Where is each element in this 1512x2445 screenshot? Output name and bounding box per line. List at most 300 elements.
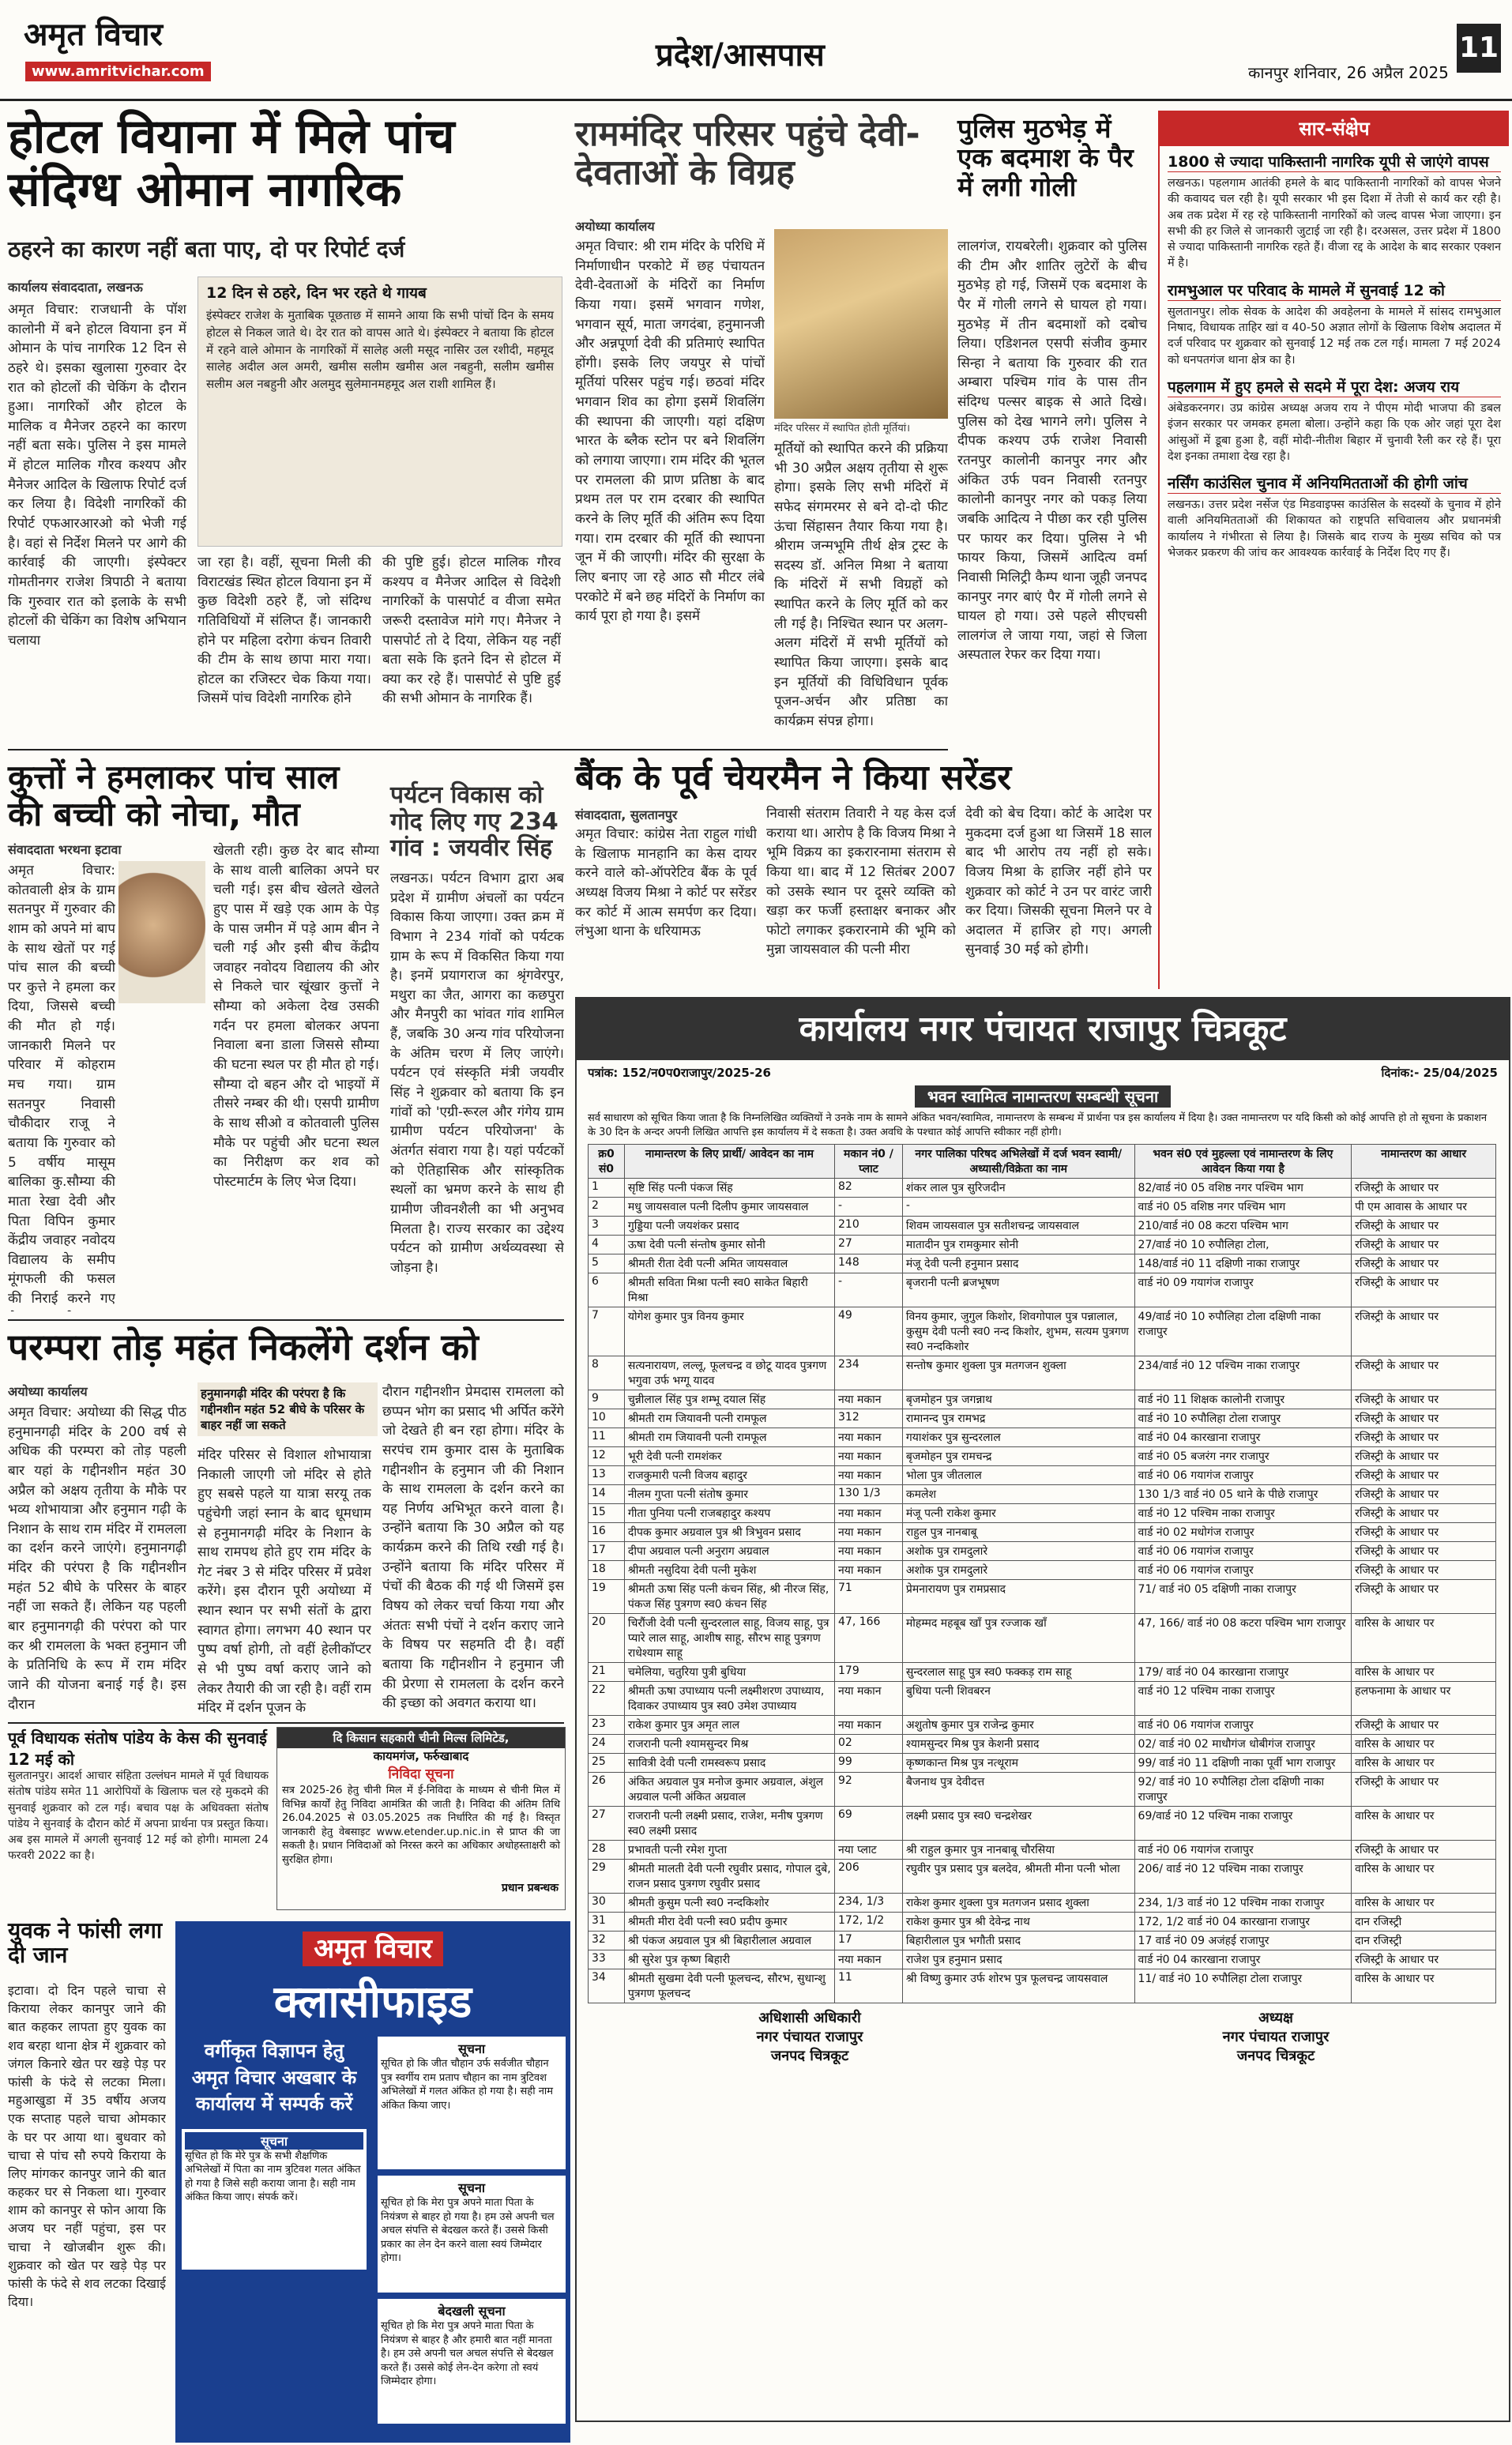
tender-subtitle: कायमगंज, फर्रुखाबाद: [373, 1749, 469, 1763]
table-cell: वार्ड नं0 06 गयागंज राजापुर: [1134, 1716, 1352, 1735]
table-cell: राकेश कुमार पुत्र अमृत लाल: [624, 1716, 834, 1735]
table-cell: रजिस्ट्री के आधार पर: [1352, 1217, 1496, 1236]
story7-byline: अयोध्या कार्यालय: [8, 1384, 88, 1399]
table-cell: 32: [589, 1932, 625, 1950]
table-cell: रघुवीर पुत्र प्रसाद पुत्र बलदेव, श्रीमती मीना पत्नी भोला: [902, 1860, 1134, 1894]
table-cell: मातादीन पुत्र रामकुमार सोनी: [902, 1236, 1134, 1254]
table-cell: रजिस्ट्री के आधार पर: [1352, 1409, 1496, 1428]
story3-headline: पुलिस मुठभेड़ में एक बदमाश के पैर में लगी गोली: [957, 113, 1134, 202]
story1-headline: होटल वियाना में मिले पांच संदिग्ध ओमान नागरिक: [8, 109, 455, 218]
story7-box: हनुमानगढ़ी मंदिर की परंपरा है कि गद्दीनशीन महंत 52 बीघे के परिसर के बाहर नहीं जा सकते: [197, 1382, 378, 1436]
story7-column-2: मंदिर परिसर से विशाल शोभायात्रा निकाली जाएगी जो मंदिर से होते हुए सबसे पहले या यात्रा सरयू तक पहुंचेगी जहां स्नान के बाद धूमधाम से हनुमानगढ़ी मंदिर के निशान के साथ रामपथ होते हुए राम मंदिर के गेट नंबर 3 से मंदिर परिसर में प्रवेश करेंगे। इस दौरान पूरी अयोध्या में स्थान स्थान पर सभी संतों के द्वारा स्वागत होगा। लगभग 40 स्थान पर पुष्प वर्षा होगी, तो वहीं हेलीकॉप्टर से भी पुष्प वर्षा कराए जाने को लेकर तैयारी की जा रही है। वहीं राम मंदिर में दर्शन पूजन के: [197, 1447, 371, 1717]
table-cell: रजिस्ट्री के आधार पर: [1352, 1841, 1496, 1860]
table-header: भवन सं0 एवं मुहल्ला एवं नामान्तरण के लिए आवेदन किया गया है: [1134, 1145, 1352, 1179]
table-cell: 92: [835, 1773, 903, 1807]
table-cell: शिवम जायसवाल पुत्र सतीशचन्द्र जायसवाल: [902, 1217, 1134, 1236]
table-cell: बुधिया पत्नी शिवबरन: [902, 1682, 1134, 1716]
table-row: [589, 1254, 1496, 1273]
story1-byline: कार्यालय संवाददाता, लखनऊ: [8, 280, 143, 295]
table-cell: भोला पुत्र जीतलाल: [902, 1466, 1134, 1485]
table-cell: वार्ड नं0 12 पश्चिम नाका राजापुर: [1134, 1682, 1352, 1716]
brief-headline: नर्सिंग काउंसिल चुनाव में अनियमितताओं की होगी जांच: [1168, 472, 1501, 494]
table-cell: नया मकान: [835, 1561, 903, 1580]
notice-date: दिनांक:- 25/04/2025: [1381, 1066, 1498, 1080]
table-cell: 17 वार्ड नं0 09 अजंहई राजापुर: [1134, 1932, 1352, 1950]
table-cell: 82/वार्ड नं0 05 वशिष्ठ नगर पश्चिम भाग: [1134, 1179, 1352, 1198]
table-row: [589, 1716, 1496, 1735]
table-cell: 92/ वार्ड नं0 10 रुपौलिहा टोला दक्षिणी नाका राजापुर: [1134, 1773, 1352, 1807]
table-cell: राकेश कुमार पुत्र श्री देवेन्द्र नाथ: [902, 1913, 1134, 1932]
table-cell: सत्यनारायण, लल्लू, फूलचन्द्र व छोटू यादव पुत्रगण भगुवा उर्फ भग्गू यादव: [624, 1356, 834, 1390]
table-cell: रजिस्ट्री के आधार पर: [1352, 1950, 1496, 1969]
table-cell: रजिस्ट्री के आधार पर: [1352, 1542, 1496, 1561]
table-cell: नया मकान: [835, 1716, 903, 1735]
table-cell: रामानन्द पुत्र रामभद्र: [902, 1409, 1134, 1428]
notice-table: [588, 1144, 1496, 2003]
table-cell: चुन्नीलाल सिंह पुत्र शम्भू दयाल सिंह: [624, 1390, 834, 1409]
table-cell: श्रीमती सुखमा देवी पत्नी फूलचन्द, सौरभ, सुधान्शु पुत्रगण फूलचन्द: [624, 1969, 834, 2003]
table-cell: रजिस्ट्री के आधार पर: [1352, 1179, 1496, 1198]
table-row: [589, 1807, 1496, 1841]
table-cell: 8: [589, 1356, 625, 1390]
sign-right-district: जनपद चित्रकूट: [1236, 2048, 1315, 2065]
table-cell: वार्ड नं0 06 गयागंज राजापुर: [1134, 1841, 1352, 1860]
table-row: [589, 1860, 1496, 1894]
table-cell: 25: [589, 1754, 625, 1773]
table-cell: नीलम गुप्ता पत्नी संतोष कुमार: [624, 1485, 834, 1504]
table-cell: श्री राहुल कुमार पुत्र नानबाबू चौरसिया: [902, 1841, 1134, 1860]
story9-headline: युवक ने फांसी लगा दी जान: [8, 1917, 163, 1969]
table-cell: हलफनामा के आधार पर: [1352, 1682, 1496, 1716]
table-row: [589, 1682, 1496, 1716]
brand-url: www.amritvichar.com: [25, 62, 211, 81]
table-cell: 27: [835, 1236, 903, 1254]
table-header: मकान नं0 /प्लाट: [835, 1145, 903, 1179]
story6-column-1: अमृत विचार: कांग्रेस नेता राहुल गांधी के खिलाफ मानहानि का केस दायर करने वाले को-ऑपरेटिव बैंक के पूर्व अध्यक्ष विजय मिश्रा ने कोर्ट पर सरेंडर कर कोर्ट में आत्म समर्पण कर दिया। लंभुआ थाना के धरियामऊ: [575, 826, 757, 940]
table-cell: 22: [589, 1682, 625, 1716]
table-cell: नया मकान: [835, 1466, 903, 1485]
table-row: [589, 1894, 1496, 1913]
brief-item: [1168, 151, 1501, 272]
ad4-text: सूचित हो कि मेरा पुत्र अपने माता पिता के नियंत्रण से बाहर है और हमारी बात नहीं मानता है। हम उसे अपनी चल अचल संपत्ति से बेदखल करते हैं। उससे कोई लेन-देन करेगा तो स्वयं जिम्मेदार होगा।: [381, 2320, 554, 2388]
table-cell: रजिस्ट्री के आधार पर: [1352, 1466, 1496, 1485]
table-cell: 49: [835, 1307, 903, 1356]
table-row: [589, 1428, 1496, 1447]
table-cell: मंजू पत्नी राकेश कुमार: [902, 1504, 1134, 1523]
table-cell: 28: [589, 1841, 625, 1860]
table-cell: गुड्डिया पत्नी जयशंकर प्रसाद: [624, 1217, 834, 1236]
brand-logo: अमृत विचार: [24, 17, 163, 53]
table-cell: वारिस के आधार पर: [1352, 1663, 1496, 1682]
story7-column-3: दौरान गद्दीनशीन प्रेमदास रामलला को छप्पन भोग का प्रसाद भी अर्पित करेंगे जो देखते ही बन रहा होगा। मंदिर के सरपंच राम कुमार दास के मुताबिक गद्दीनशीन के हनुमान जी की निशान के साथ रामलला के दर्शन करने का यह निर्णय अभिभूत करने वाला है। उन्होंने बताया कि 30 अप्रैल को यह कार्यक्रम करने की तिथि रखी गई है। उन्होंने बताया कि मंदिर परिसर में पंचों की बैठक की गई थी जिसमें इस विषय को लेकर चर्चा किया गया और अंततः सभी पंचों ने दर्शन कराए जाने के विषय पर सहमति दी है। वहीं बताया कि गद्दीनशीन ने हनुमान जी की प्रेरणा से रामलला के दर्शन करने की इच्छा को अवगत कराया था।: [382, 1384, 564, 1712]
table-cell: 27: [589, 1807, 625, 1841]
table-cell: 210/वार्ड नं0 08 कटरा पश्चिम भाग: [1134, 1217, 1352, 1236]
table-header: क्र0 सं0: [589, 1145, 625, 1179]
sign-left-title: अधिशासी अधिकारी: [758, 2010, 861, 2027]
sign-left-district: जनपद चित्रकूट: [770, 2048, 849, 2065]
table-cell: 17: [835, 1932, 903, 1950]
table-cell: 2: [589, 1198, 625, 1217]
table-cell: 71: [835, 1580, 903, 1614]
table-cell: 6: [589, 1273, 625, 1307]
table-cell: राजेश पुत्र हनुमान प्रसाद: [902, 1950, 1134, 1969]
table-cell: वार्ड नं0 05 वशिष्ठ नगर पश्चिम भाग: [1134, 1198, 1352, 1217]
dog-photo: [118, 861, 205, 1003]
table-row: [589, 1580, 1496, 1614]
table-cell: 20: [589, 1614, 625, 1663]
table-cell: 34: [589, 1969, 625, 2003]
table-cell: -: [902, 1198, 1134, 1217]
ad1-text: सूचित हो कि मेरे पुत्र के सभी शैक्षणिक अभिलेखों में पिता का नाम त्रुटिवश गलत अंकित हो गया है जिसे सही कराया जाना है। सही नाम अंकित किया जाए। संपर्क करें।: [185, 2150, 361, 2204]
story1-column-2: जा रहा है। वहीं, सूचना मिली की विराटखंड स्थित होटल वियाना इन में कुछ विदेशी ठहरे हैं, जो संदिग्ध गतिविधियों में संलिप्त हैं। जानकारी होने पर महिला दरोगा कंचन तिवारी की टीम के साथ छापा मारा गया। होटल का रजिस्टर चेक किया गया। जिसमें पांच विदेशी नागरिक होने: [197, 555, 371, 707]
table-cell: पी एम आवास के आधार पर: [1352, 1198, 1496, 1217]
table-cell: योगेश कुमार पुत्र विनय कुमार: [624, 1307, 834, 1356]
story2-column-2: मूर्तियों को स्थापित करने की प्रक्रिया भी 30 अप्रैल अक्षय तृतीया से शुरू होगा। इसके लिए सभी मंदिरों में सफेद संगमरमर से बने दो-दो फीट ऊंचा सिंहासन तैयार किया गया है। श्रीराम जन्मभूमि तीर्थ क्षेत्र ट्रस्ट के सदस्य डॉ. अनिल मिश्रा ने बताया कि मंदिरों में सभी विग्रहों को स्थापित करने के लिए मूर्ति को कर ली गई है। निश्चित स्थान पर अलग-अलग मंदिरों में सभी मूर्तियों को स्थापित किया जाएगा। इसके बाद इन मूर्तियों की विधिविधान पूर्वक पूजन-अर्चन और प्रतिष्ठा का कार्यक्रम संपन्न होगा।: [774, 441, 948, 729]
table-cell: वार्ड नं0 06 गयागंज राजापुर: [1134, 1561, 1352, 1580]
table-cell: अंकित अग्रवाल पुत्र मनोज कुमार अग्रवाल, अंशुल अग्रवाल पत्नी अंकित अग्रवाल: [624, 1773, 834, 1807]
story5-column: लखनऊ। पर्यटन विभाग द्वारा अब प्रदेश में ग्रामीण अंचलों का पर्यटन विकास किया जाएगा। उक्त क्रम में विभाग ने 234 गांवों को पर्यटक ग्राम के रूप में विकसित किया गया है। इनमें प्रयागराज का श्रृंगवेरपुर, मथुरा का जैत, आगरा का कछपुरा और मैनपुरी का भांवत गांव शामिल हैं, जबकि 30 अन्य गांव परियोजना के अंतिम चरण में लिए जाएंगे। पर्यटन एवं संस्कृति मंत्री जयवीर सिंह ने शुक्रवार को बताया कि इन गांवों को 'एग्री-रूरल और गंगेय ग्राम ग्रामीण पर्यटन परियोजना' के अंतर्गत संवारा गया है। यहां पर्यटकों को ऐतिहासिक और सांस्कृतिक स्थलों का भ्रमण करने के साथ ही ग्रामीण जीवनशैली का भी अनुभव मिलता है। राज्य सरकार का उद्देश्य पर्यटन को ग्रामीण अर्थव्यवस्था से जोड़ना है।: [390, 871, 564, 1276]
table-row: [589, 1504, 1496, 1523]
table-cell: विनय कुमार, जुगुल किशोर, शिवगोपाल पुत्र पन्नालाल, कुसुम देवी पत्नी स्व0 नन्द किशोर, शुभम, सत्यम पुत्रगण स्व0 नन्दकिशोर: [902, 1307, 1134, 1356]
table-cell: 99/ वार्ड नं0 11 दक्षिणी नाका पूर्वी भाग राजापुर: [1134, 1754, 1352, 1773]
table-cell: नया प्लाट: [835, 1841, 903, 1860]
story2-column-1: अमृत विचार: श्री राम मंदिर के परिधि में निर्माणाधीन परकोटे में छह पंचायतन देवी-देवताओं के मंदिरों का निर्माण किया गया। इसमें भगवान गणेश, भगवान सूर्य, माता जगदंबा, हनुमानजी और अन्नपूर्णा देवी की प्रतिमाएं स्थापित होंगी। इसके लिए जयपुर से पांचों मूर्तियां परिसर पहुंच गई। छठवां मंदिर भगवान शिव का होगा इसमें शिवलिंग की स्थापना की जाएगी। यहां दक्षिण भारत के ब्लैक स्टोन पर बने शिवलिंग को लगाया जाएगा। राम मंदिर की भूतल पर रामलला की प्राण प्रतिष्ठा के बाद प्रथम तल पर राम दरबार की स्थापित करने के लिए मूर्ति की अंतिम रूप दिया गया। राम दरबार की मूर्ति की स्थापना जून में की जाएगी। मंदिर की सुरक्षा के लिए बनाए जा रहे आठ सौ मीटर लंबे परकोटे में बने छह मंदिरों के निर्माण का कार्य पूरा हो गया है। इसमें: [575, 239, 765, 625]
story5-headline: पर्यटन विकास को गोद लिए गए 234 गांव : जयवीर सिंह: [390, 781, 559, 863]
ad4-heading: बेदखली सूचना: [438, 2304, 506, 2319]
table-cell: रजिस्ट्री के आधार पर: [1352, 1254, 1496, 1273]
table-cell: 1: [589, 1179, 625, 1198]
table-cell: 15: [589, 1504, 625, 1523]
table-cell: बृजमोहन पुत्र जगन्नाथ: [902, 1390, 1134, 1409]
table-cell: रजिस्ट्री के आधार पर: [1352, 1716, 1496, 1735]
table-cell: 33: [589, 1950, 625, 1969]
story6-column-2: निवासी संतराम तिवारी ने यह केस दर्ज कराया था। आरोप है कि विजय मिश्रा ने भूमि विक्रय का इकरारनामा संतराम से किया था। बाद में 12 सितंबर 2007 को उसके स्थान पर दूसरे व्यक्ति को खड़ा कर फर्जी हस्ताक्षर बनाकर और फोटो लगाकर इकरारनामे की भूमि को मुन्ना जायसवाल की पत्नी मीरा: [766, 806, 956, 958]
table-cell: श्रीमती मीरा देवी पत्नी स्व0 प्रदीप कुमार: [624, 1913, 834, 1932]
table-cell: 5: [589, 1254, 625, 1273]
table-cell: 11/ वार्ड नं0 10 रुपौलिहा टोला राजापुर: [1134, 1969, 1352, 2003]
story8-text: सुलतानपुर। आदर्श आचार संहिता उल्लंघन मामले में पूर्व विधायक संतोष पांडेय समेत 11 आरोपियों के खिलाफ चल रहे मुकदमे की सुनवाई शुक्रवार को टल गई। बचाव पक्ष के अधिवक्ता संतोष पांडेय ने सुनवाई के दौरान कोर्ट में अपना प्रार्थना पत्र प्रस्तुत किया। अब इस मामले में अगली सुनवाई 12 मई को होगी। मामला 24 फरवरी 2022 का है।: [8, 1770, 269, 1863]
table-cell: बृजरानी पत्नी ब्रजभूषण: [902, 1273, 1134, 1307]
table-cell: 82: [835, 1179, 903, 1198]
table-header: नगर पालिका परिषद अभिलेखों में दर्ज भवन स्वामी/अध्यासी/विक्रेता का नाम: [902, 1145, 1134, 1179]
table-cell: सुन्दरलाल साहू पुत्र स्व0 फक्कड़ राम साहू: [902, 1663, 1134, 1682]
table-cell: नया मकान: [835, 1504, 903, 1523]
table-cell: रजिस्ट्री के आधार पर: [1352, 1504, 1496, 1523]
classified-section: [175, 1921, 570, 2443]
temple-photo: [774, 229, 948, 419]
table-cell: अशोक पुत्र रामदुलारे: [902, 1542, 1134, 1561]
table-cell: 172, 1/2 वार्ड नं0 04 कारखाना राजापुर: [1134, 1913, 1352, 1932]
table-cell: चमेलिया, चतुरिया पुत्री बुधिया: [624, 1663, 834, 1682]
sign-left-org: नगर पंचायत राजापुर: [756, 2029, 863, 2046]
table-cell: वारिस के आधार पर: [1352, 1969, 1496, 2003]
table-cell: 49/वार्ड नं0 10 रुपौलिहा टोला दक्षिणी नाका राजापुर: [1134, 1307, 1352, 1356]
table-cell: दीपक कुमार अग्रवाल पुत्र श्री त्रिभुवन प्रसाद: [624, 1523, 834, 1542]
notice-ref: पत्रांक: 152/न0प0राजापुर/2025-26: [588, 1066, 771, 1080]
table-row: [589, 1913, 1496, 1932]
sidebar-briefs: [1158, 111, 1509, 989]
table-cell: वार्ड नं0 09 गयागंज राजापुर: [1134, 1273, 1352, 1307]
story3-column: लालगंज, रायबरेली। शुक्रवार को पुलिस की टीम और शातिर लुटेरों के बीच मुठभेड़ हो गई, जिसमें एक बदमाश के पैर में गोली लगने से घायल हो गया। मुठभेड़ में तीन बदमाशों को दबोच लिया। एडिशनल एसपी संजीव कुमार सिन्हा ने बताया कि गुरुवार की रात अम्बारा पश्चिम गांव के पास तीन संदिग्ध पल्सर बाइक से आते दिखे। पुलिस को देख भागने लगे। पुलिस ने दीपक कश्यप उर्फ राजेश निवासी रतनपुर कालोनी कानपुर नगर और अंकित उर्फ पवन निवासी रतनपुर कालोनी कानपुर नगर को पकड़ लिया जबकि आदित्य ने पीछा कर रही पुलिस पर फायर कर दिया। पुलिस ने भी फायर किया, जिसमें आदित्य वर्मा निवासी मिलिट्री कैम्प थाना जूही जनपद कानपुर नगर बाएं पैर में गोली लगने से घायल हो गया। उसे पहले सीएचसी लालगंज ले जाया गया, जहां से जिला अस्पताल रेफर कर दिया गया।: [957, 239, 1147, 664]
story6-headline: बैंक के पूर्व चेयरमैन ने किया सरेंडर: [575, 758, 1012, 798]
table-cell: 14: [589, 1485, 625, 1504]
table-cell: श्रीमती रीता देवी पत्नी अमित जायसवाल: [624, 1254, 834, 1273]
table-cell: नया मकान: [835, 1950, 903, 1969]
table-row: [589, 1179, 1496, 1198]
section-title: प्रदेश/आसपास: [656, 37, 825, 73]
table-row: [589, 1950, 1496, 1969]
brief-text: सुलतानपुर। लोक सेवक के आदेश की अवहेलना के मामले में सांसद रामभुआल निषाद, विधायक ताहिर खां व 40-50 अज्ञात लोगों के खिलाफ विशेष अदालत में दर्ज परिवाद पर शुक्रवार को सुनवाई 12 मई तक टल गई। मामला 7 मई 2024 को धनपतगंज थाना क्षेत्र का है।: [1168, 305, 1501, 367]
table-cell: 71/ वार्ड नं0 05 दक्षिणी नाका राजापुर: [1134, 1580, 1352, 1614]
table-cell: वारिस के आधार पर: [1352, 1807, 1496, 1841]
table-cell: रजिस्ट्री के आधार पर: [1352, 1236, 1496, 1254]
ad2-heading: सूचना: [457, 2041, 485, 2056]
table-cell: बिहारीलाल पुत्र भगौती प्रसाद: [902, 1932, 1134, 1950]
story4-byline: संवाददाता भरथना इटावा: [8, 842, 122, 857]
brief-item: [1168, 280, 1501, 368]
table-cell: वार्ड नं0 11 शिक्षक कालोनी राजापुर: [1134, 1390, 1352, 1409]
story4-column-2: खेलती रही। कुछ देर बाद सौम्या के साथ वाली बालिका अपने घर चली गई। इस बीच खेलते खेलते हुए पास में खड़े एक आम के पेड़ के पास जमीन में पड़े आम बीन ने चली गई और इसी बीच केंद्रीय जवाहर नवोदय विद्यालय की ओर से निकले चार खूंखार कुत्तों ने सौम्या को अकेला देख उसकी गर्दन पर हमला बोलकर अपना निवाला बना डाला जिससे सौम्या की घटना स्थल पर ही मौत हो गई। सौम्या दो बहन और दो भाइयों में तीसरे नम्बर की थी। एसपी ग्रामीण के साथ सीओ व कोतवाली पुलिस मौके पर पहुंची और घटना स्थल का निरीक्षण कर शव को पोस्टमार्टम के लिए भेज दिया।: [213, 843, 379, 1190]
table-cell: राजकुमारी पत्नी विजय बहादुर: [624, 1466, 834, 1485]
table-cell: राहुल पुत्र नानबाबू: [902, 1523, 1134, 1542]
table-cell: रजिस्ट्री के आधार पर: [1352, 1307, 1496, 1356]
table-cell: 130 1/3: [835, 1485, 903, 1504]
table-cell: श्रीमती कुसुम पत्नी स्व0 नन्दकिशोर: [624, 1894, 834, 1913]
table-cell: 234, 1/3 वार्ड नं0 12 पश्चिम नाका राजापुर: [1134, 1894, 1352, 1913]
page-number: 11: [1457, 24, 1501, 73]
table-cell: अशुतोष कुमार पुत्र राजेन्द्र कुमार: [902, 1716, 1134, 1735]
table-cell: वार्ड नं0 06 गयागंज राजापुर: [1134, 1542, 1352, 1561]
tender-notice: [276, 1727, 566, 1910]
story2-byline: अयोध्या कार्यालय: [575, 219, 655, 234]
table-cell: दान रजिस्ट्री: [1352, 1913, 1496, 1932]
table-cell: नया मकान: [835, 1428, 903, 1447]
table-cell: सृष्टि सिंह पत्नी पंकज सिंह: [624, 1179, 834, 1198]
table-row: [589, 1663, 1496, 1682]
table-cell: 11: [835, 1969, 903, 2003]
table-cell: वार्ड नं0 04 कारखाना राजापुर: [1134, 1950, 1352, 1969]
table-cell: 30: [589, 1894, 625, 1913]
table-cell: गीता पुनिया पत्नी राजबहादुर कश्यप: [624, 1504, 834, 1523]
table-cell: रजिस्ट्री के आधार पर: [1352, 1523, 1496, 1542]
table-cell: रजिस्ट्री के आधार पर: [1352, 1273, 1496, 1307]
classified-tagline: वर्गीकृत विज्ञापन हेतु अमृत विचार अखबार के कार्यालय में सम्पर्क करें: [191, 2040, 357, 2116]
story1-box-title: 12 दिन से ठहरे, दिन भर रहते थे गायब: [206, 284, 427, 302]
brief-text: लखनऊ। पहलगाम आतंकी हमले के बाद पाकिस्तानी नागरिकों को वापस भेजने की कवायद चल रही है। यूपी सरकार भी इस दिशा में तेजी से कार्य कर रही है। अब तक प्रदेश में रह रहे पाकिस्तानी नागरिकों को जल्द वापस भेजा जाएगा। इन सभी की हर जिले से जानकारी जुटाई जा रही है। दरअसल, उत्तर प्रदेश में 1800 से ज्यादा पाकिस्तानी नागरिक रहते हैं। वीजा रद्द के आदेश के बाद सरकार एक्शन में है।: [1168, 177, 1501, 270]
tender-sign: प्रधान प्रबन्धक: [501, 1882, 559, 1894]
table-cell: 13: [589, 1466, 625, 1485]
table-cell: रजिस्ट्री के आधार पर: [1352, 1773, 1496, 1807]
story4-column-1: अमृत विचार: कोतवाली क्षेत्र के ग्राम सतनपुर में गुरुवार की शाम को अपने मां बाप के साथ खेतों पर गई पांच साल की बच्ची पर कुत्ते ने हमला कर दिया, जिससे बच्ची की मौत हो गई। जानकारी मिलने पर परिवार में कोहराम मच गया। ग्राम सतनपुर निवासी चौकीदार राजू ने बताया कि गुरुवार को 5 वर्षीय मासूम बालिका कु.सौम्या की माता रेखा देवी और पिता विपिन कुमार केंद्रीय जवाहर नवोदय विद्यालय के समीप मूंगफली की फसल की निराई करने गए: [8, 863, 115, 1307]
table-cell: 148: [835, 1254, 903, 1273]
table-cell: रजिस्ट्री के आधार पर: [1352, 1561, 1496, 1580]
table-cell: चिरौंजी देवी पत्नी सुन्दरलाल साहू, विजय साहू, पुत्र प्यारे लाल साहू, आशीष साहू, सौरभ साहू पुत्रगण राधेश्याम साहू: [624, 1614, 834, 1663]
story9-text: इटावा। दो दिन पहले चाचा से किराया लेकर कानपुर जाने की बात कहकर लापता हुए युवक का शव बरहा थाना क्षेत्र में शुक्रवार को जंगल किनारे खेत पर खड़े पेड़ पर फांसी के फंदे से लटका मिला। महुआखुडा में 35 वर्षीय अजय एक सप्ताह पहले चाचा ओमकार के घर पर आया था। बुधवार को चाचा से पांच सौ रुपये किराया के लिए मांगकर कानपुर जाने की बात कहकर घर से निकला था। गुरुवार शाम को कानपुर से फोन आया कि अजय घर नहीं पहुंचा, इस पर चाचा ने खोजबीन शुरू की। शुक्रवार को खेत पर खड़े पेड़ पर फांसी के फंदे से शव लटका दिखाई दिया।: [8, 1983, 166, 2310]
table-cell: 19: [589, 1580, 625, 1614]
story1-subhead: ठहरने का कारण नहीं बता पाए, दो पर रिपोर्ट दर्ज: [8, 236, 405, 262]
table-row: [589, 1542, 1496, 1561]
table-cell: 11: [589, 1428, 625, 1447]
table-cell: 21: [589, 1663, 625, 1682]
table-cell: मोहम्मद महबूब खाँ पुत्र रज्जाक खाँ: [902, 1614, 1134, 1663]
table-cell: 206: [835, 1860, 903, 1894]
table-cell: वार्ड नं0 10 रुपौलिहा टोला राजापुर: [1134, 1409, 1352, 1428]
table-cell: वार्ड नं0 04 कारखाना राजापुर: [1134, 1428, 1352, 1447]
brief-text: लखनऊ। उत्तर प्रदेश नर्सेज एंड मिडवाइफ्स काउंसिल के सदस्यों के चुनाव में होने वाली अनियमितताओं की शिकायत को राष्ट्रपति सचिवालय और प्रधानमंत्री कार्यालय ने गंभीरता से लिया है। जिसके बाद राज्य के मुख्य सचिव को पत्र भेजकर प्रकरण की जांच कर आवश्यक कार्रवाई के निर्देश दिए गए हैं।: [1168, 498, 1501, 560]
table-row: [589, 1969, 1496, 2003]
table-row: [589, 1561, 1496, 1580]
story1-box: [197, 276, 562, 547]
story1-column-3: की पुष्टि हुई। होटल मालिक गौरव कश्यप व मैनेजर आदिल से विदेशी नागरिकों के पासपोर्ट व वीजा समेत जरूरी दस्तावेज मांगे गए। मैनेजर ने पासपोर्ट तो दे दिया, लेकिन यह नहीं बता सके कि इतने दिन से होटल में क्या कर रहे हैं। पासपोर्ट से पुष्टि हुई की सभी ओमान के नागरिक हैं।: [382, 555, 561, 707]
table-row: [589, 1735, 1496, 1754]
story8-headline: पूर्व विधायक संतोष पांडेय के केस की सुनवाई 12 मई को: [8, 1728, 267, 1769]
table-cell: वारिस के आधार पर: [1352, 1614, 1496, 1663]
table-cell: 26: [589, 1773, 625, 1807]
table-cell: वार्ड नं0 05 बजरंग नगर राजापुर: [1134, 1447, 1352, 1466]
table-cell: 99: [835, 1754, 903, 1773]
table-cell: रजिस्ट्री के आधार पर: [1352, 1485, 1496, 1504]
story7-column-1: अमृत विचार: अयोध्या की सिद्ध पीठ हनुमानगढ़ी मंदिर के 200 वर्ष से अधिक की परम्परा को तोड़ पहली बार यहां के गद्दीनशीन महंत 30 अप्रैल को अक्षय तृतीया के मौके पर भव्य शोभायात्रा और हनुमान गढ़ी के निशान के साथ राम मंदिर में रामलला का दर्शन करने जाएंगे। हनुमानगढ़ी मंदिर की परंपरा है कि गद्दीनशीन महंत 52 बीघे के परिसर के बाहर नहीं जा सकते हैं। लेकिन यह पहली बार हनुमानगढ़ी की परंपरा को पार कर श्री रामलला के भक्त हनुमान जी के प्रतिनिधि के रूप में राम मंदिर जाने की योजना बनाई गई है। इस दौरान: [8, 1405, 186, 1713]
table-cell: प्रेमनारायण पुत्र रामप्रसाद: [902, 1580, 1134, 1614]
tender-text: सत्र 2025-26 हेतु चीनी मिल में ई-निविदा के माध्यम से चीनी मिल में विभिन्न कार्यों हेतु निविदा आमंत्रित की जाती है। निविदा की अंतिम तिथि 26.04.2025 से 03.05.2025 तक निर्धारित की गई है। विस्तृत जानकारी हेतु वेबसाइट www.etender.up.nic.in से प्राप्त की जा सकती है। प्रधान निविदाओं को निरस्त करने का अधिकार अधोहस्ताक्षरी को सुरक्षित होगा।: [282, 1785, 560, 1866]
table-cell: कृष्णकान्त मिश्र पुत्र नत्थूराम: [902, 1754, 1134, 1773]
table-cell: रजिस्ट्री के आधार पर: [1352, 1428, 1496, 1447]
brief-headline: 1800 से ज्यादा पाकिस्तानी नागरिक यूपी से जाएंगे वापस: [1168, 151, 1501, 172]
notice-title: कार्यालय नगर पंचायत राजापुर चित्रकूट: [577, 999, 1509, 1060]
table-cell: 31: [589, 1913, 625, 1932]
table-row: [589, 1307, 1496, 1356]
table-cell: श्रीमती मालती देवी पत्नी रघुवीर प्रसाद, गोपाल दुबे, राजन प्रसाद पुत्रगण रघुवीर प्रसाद: [624, 1860, 834, 1894]
table-cell: 16: [589, 1523, 625, 1542]
notice-intro: सर्व साधारण को सूचित किया जाता है कि निम्नलिखित व्यक्तियों ने उनके नाम के सामने अंकित भवन/स्वामित्व, नामान्तरण के सम्बन्ध में प्रार्थना पत्र इस कार्यालय में दिया है। उक्त नामान्तरण पर यदि किसी को कोई आपत्ति हो तो सूचना के प्रकाशन के 30 दिन के अन्दर अपनी लिखित आपत्ति इस कार्यालय में दे सकता है। उक्त अवधि के पश्चात कोई आपत्ति स्वीकार नहीं होगी।: [588, 1112, 1488, 1138]
table-cell: गयाशंकर पुत्र सुन्दरलाल: [902, 1428, 1134, 1447]
table-row: [589, 1466, 1496, 1485]
classified-title: क्लासीफाइड: [273, 1977, 472, 2028]
table-cell: वारिस के आधार पर: [1352, 1894, 1496, 1913]
brief-headline: रामभुआल पर परिवाद के मामले में सुनवाई 12 को: [1168, 280, 1501, 301]
divider: [8, 749, 948, 750]
dateline: कानपुर शनिवार, 26 अप्रैल 2025: [1248, 63, 1449, 82]
table-cell: वारिस के आधार पर: [1352, 1735, 1496, 1754]
table-row: [589, 1932, 1496, 1950]
table-cell: श्रीमती ऊषा उपाध्याय पत्नी लक्ष्मीशरण उपाध्याय, दिवाकर उपाध्याय पुत्र स्व0 उमेश उपाध्याय: [624, 1682, 834, 1716]
table-cell: 69: [835, 1807, 903, 1841]
table-cell: 10: [589, 1409, 625, 1428]
table-cell: वार्ड नं0 12 पश्चिम नाका राजापुर: [1134, 1504, 1352, 1523]
table-header: नामान्तरण का आधार: [1352, 1145, 1496, 1179]
photo-caption: मंदिर परिसर में स्थापित होती मूर्तियां।: [774, 423, 911, 434]
table-cell: 47, 166/ वार्ड नं0 08 कटरा पश्चिम भाग राजापुर: [1134, 1614, 1352, 1663]
tender-title: दि किसान सहकारी चीनी मिल्स लिमिटेड,: [277, 1728, 565, 1748]
table-row: [589, 1273, 1496, 1307]
table-cell: कमलेश: [902, 1485, 1134, 1504]
table-cell: रजिस्ट्री के आधार पर: [1352, 1447, 1496, 1466]
table-cell: 312: [835, 1409, 903, 1428]
sign-right-org: नगर पंचायत राजापुर: [1222, 2029, 1330, 2046]
table-cell: नया मकान: [835, 1447, 903, 1466]
table-row: [589, 1447, 1496, 1466]
table-cell: ऊषा देवी पत्नी संन्तोष कुमार सोनी: [624, 1236, 834, 1254]
table-cell: सन्तोष कुमार शुक्ला पुत्र मतगजन शुक्ला: [902, 1356, 1134, 1390]
tender-heading: निविदा सूचना: [388, 1766, 454, 1782]
table-row: [589, 1390, 1496, 1409]
table-cell: 4: [589, 1236, 625, 1254]
sign-right-title: अध्यक्ष: [1258, 2010, 1293, 2027]
table-row: [589, 1409, 1496, 1428]
table-cell: राजरानी पत्नी लक्ष्मी प्रसाद, राजेश, मनीष पुत्रगण स्व0 लक्ष्मी प्रसाद: [624, 1807, 834, 1841]
story4-headline: कुत्तों ने हमलाकर पांच साल की बच्ची को नोचा, मौत: [8, 758, 340, 834]
table-cell: 47, 166: [835, 1614, 903, 1663]
table-cell: वार्ड नं0 02 मधोगंज राजापुर: [1134, 1523, 1352, 1542]
table-cell: रजिस्ट्री के आधार पर: [1352, 1390, 1496, 1409]
table-cell: राजरानी पत्नी श्यामसुन्दर मिश्र: [624, 1735, 834, 1754]
ad3-heading: सूचना: [457, 2180, 485, 2195]
table-row: [589, 1356, 1496, 1390]
table-cell: 9: [589, 1390, 625, 1409]
table-cell: 02/ वार्ड नं0 02 माधौगंज धोबीगंज राजापुर: [1134, 1735, 1352, 1754]
public-notice: [575, 997, 1510, 2422]
ad3-text: सूचित हो कि मेरा पुत्र अपने माता पिता के नियंत्रण से बाहर हो गया है। हम उसे अपनी चल अचल संपत्ति से बेदखल करते हैं। उससे किसी प्रकार का लेन देन करने वाला स्वयं जिम्मेदार होगा।: [381, 2197, 555, 2265]
table-cell: 23: [589, 1716, 625, 1735]
table-cell: -: [835, 1273, 903, 1307]
table-cell: नया मकान: [835, 1390, 903, 1409]
table-cell: रजिस्ट्री के आधार पर: [1352, 1356, 1496, 1390]
brief-item: [1168, 376, 1501, 465]
table-cell: श्रीमती राम जियावनी पत्नी रामफूल: [624, 1409, 834, 1428]
table-cell: श्री पंकज अग्रवाल पुत्र श्री बिहारीलाल अग्रवाल: [624, 1932, 834, 1950]
table-cell: 172, 1/2: [835, 1913, 903, 1932]
table-row: [589, 1217, 1496, 1236]
divider: [8, 1722, 564, 1724]
table-cell: दान रजिस्ट्री: [1352, 1932, 1496, 1950]
story6-byline: संवाददाता, सुलतानपुर: [575, 807, 678, 822]
table-cell: 12: [589, 1447, 625, 1466]
table-cell: 3: [589, 1217, 625, 1236]
table-cell: नया मकान: [835, 1682, 903, 1716]
table-cell: दीपा अग्रवाल पत्नी अनुराग अग्रवाल: [624, 1542, 834, 1561]
table-cell: 179/ वार्ड नं0 04 कारखाना राजापुर: [1134, 1663, 1352, 1682]
table-cell: नया मकान: [835, 1523, 903, 1542]
table-cell: मधु जायसवाल पत्नी दिलीप कुमार जायसवाल: [624, 1198, 834, 1217]
sidebar-title: सार-संक्षेप: [1160, 111, 1509, 146]
brief-item: [1168, 472, 1501, 561]
table-cell: शंकर लाल पुत्र सुरिजदीन: [902, 1179, 1134, 1198]
table-cell: 7: [589, 1307, 625, 1356]
table-cell: 18: [589, 1561, 625, 1580]
table-row: [589, 1523, 1496, 1542]
table-cell: वार्ड नं0 06 गयागंज राजापुर: [1134, 1466, 1352, 1485]
table-row: [589, 1236, 1496, 1254]
table-cell: अशोक पुत्र रामदुलारे: [902, 1561, 1134, 1580]
table-cell: 234, 1/3: [835, 1894, 903, 1913]
story1-box-text: इंस्पेक्टर राजेश के मुताबिक पूछताछ में सामने आया कि सभी पांचों दिन के समय होटल से निकल जाते थे। देर रात को वापस आते थे। इंस्पेक्टर ने बताया कि होटल में रहने वाले ओमान के नागरिकों में सालेह अली मसूद नासिर उल रशीदी, महमूद सालेह अदील अल अमरी, खमीस सलीम खमीस अल नबहुनी, सलीम खमीस सलीम अल नबहुनी और अलमुद सुलेमानमहमूद अल राशी शामिल हैं।: [206, 308, 554, 391]
ad1-heading: सूचना: [185, 2132, 363, 2150]
table-cell: -: [835, 1198, 903, 1217]
table-cell: 02: [835, 1735, 903, 1754]
table-row: [589, 1614, 1496, 1663]
table-cell: श्रीमती राम जियावनी पत्नी रामफूल: [624, 1428, 834, 1447]
table-row: [589, 1754, 1496, 1773]
table-cell: प्रभावती पत्नी रमेश गुप्ता: [624, 1841, 834, 1860]
brief-text: अंबेडकरनगर। उप्र कांग्रेस अध्यक्ष अजय राय ने पीएम मोदी भाजपा की डबल इंजन सरकार पर जमकर हमला बोला। उन्होंने कहा कि एक ओर जहां पूरा देश आंसुओं में डूबा हुआ है, वहीं मोदी-नीतीश बिहार में चुनावी रैली कर रहे हैं। पूरा देश इनका तमाशा देख रहा है।: [1168, 401, 1501, 463]
table-cell: 27/वार्ड नं0 10 रुपौलिहा टोला,: [1134, 1236, 1352, 1254]
story2-headline: राममंदिर परिसर पहुंचे देवी-देवताओं के विग्रह: [575, 114, 920, 194]
table-row: [589, 1198, 1496, 1217]
table-cell: 206/ वार्ड नं0 12 पश्चिम नाका राजापुर: [1134, 1860, 1352, 1894]
table-cell: श्रीमती ऊषा सिंह पत्नी कंचन सिंह, श्री नीरज सिंह, पंकज सिंह पुत्रगण स्व0 कंचन सिंह: [624, 1580, 834, 1614]
table-cell: रजिस्ट्री के आधार पर: [1352, 1580, 1496, 1614]
table-cell: सावित्री देवी पत्नी रामस्वरूप प्रसाद: [624, 1754, 834, 1773]
